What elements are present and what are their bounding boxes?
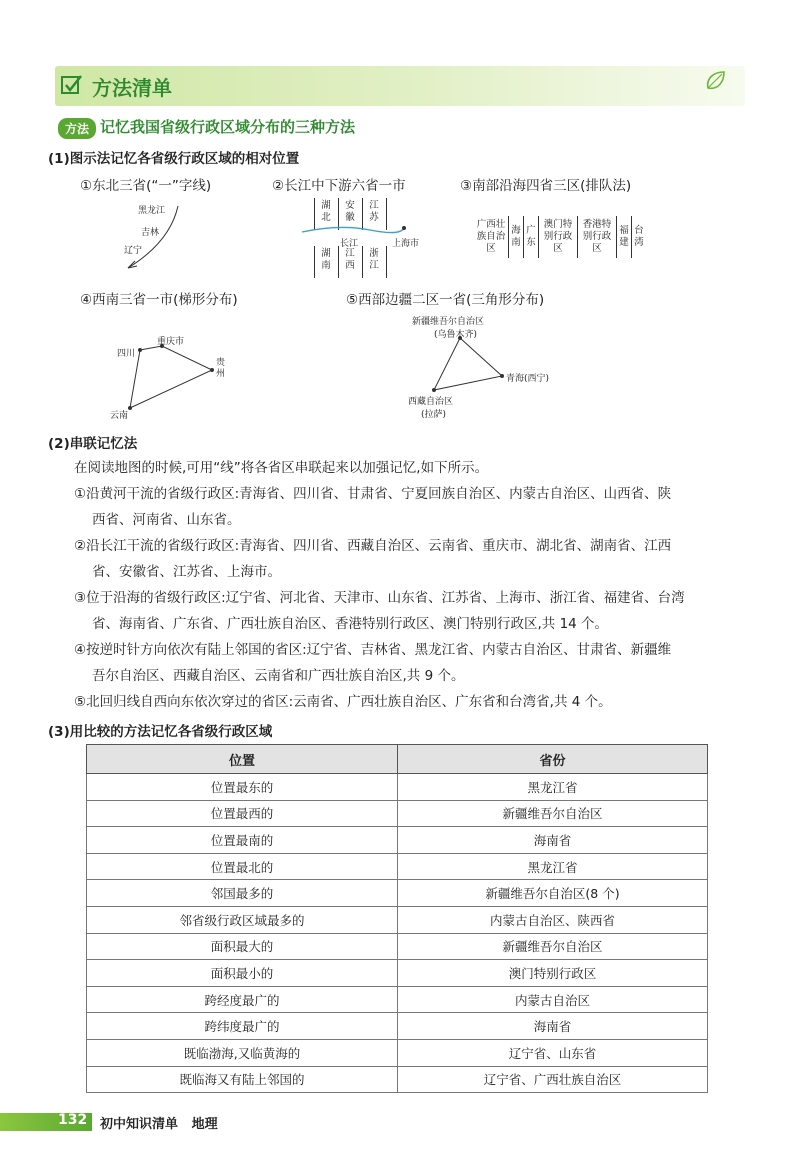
- table-row: 位置最北的 黑龙江省: [87, 853, 708, 880]
- label-liaoning: 辽宁: [124, 246, 143, 256]
- banner-title: 方法清单: [92, 76, 172, 100]
- label-guizhou: 贵州: [216, 358, 226, 379]
- cell-hubei: 湖北: [321, 200, 331, 223]
- label-qinghai: 青海(西宁): [506, 374, 550, 384]
- section2-heading: (2)串联记忆法: [48, 436, 138, 452]
- list-item: ①沿黄河干流的省级行政区:青海省、四川省、甘肃省、宁夏回族自治区、内蒙古自治区、山西省、陕 西省、河南省、山东省。: [74, 486, 672, 528]
- table-header-row: [87, 745, 708, 774]
- label-chongqing: 重庆市: [157, 337, 185, 347]
- list-item: ②沿长江干流的省级行政区:青海省、四川省、西藏自治区、云南省、重庆市、湖北省、湖南省、江西 省、安徽省、江苏省、上海市。: [74, 538, 672, 580]
- table-row: 邻国最多的 新疆维吾尔自治区(8 个): [87, 880, 708, 907]
- label-lhasa: (拉萨): [421, 410, 447, 420]
- table-row: 邻省级行政区域最多的 内蒙古自治区、陕西省: [87, 906, 708, 933]
- west-border-triangle: [420, 330, 520, 400]
- table-row: 既临渤海,又临黄海的 辽宁省、山东省: [87, 1039, 708, 1066]
- cell-guangxi: 广西壮族自治区: [476, 219, 506, 254]
- list-item: ⑤北回归线自西向东依次穿过的省区:云南省、广西壮族自治区、广东省和台湾省,共 4 个。: [74, 694, 612, 710]
- checkbox-check-icon: [60, 73, 84, 97]
- cell-hongkong: 香港特别行政区: [582, 219, 612, 254]
- sub-yangtze: ②长江中下游六省一市: [272, 178, 406, 194]
- cell-hainan: 海南: [511, 225, 521, 248]
- cell-fujian: 福建: [619, 225, 629, 248]
- table-row: 位置最西的 新疆维吾尔自治区: [87, 800, 708, 827]
- page-number: 132: [58, 1112, 88, 1128]
- method-tag: 方法: [58, 118, 96, 139]
- table-row: 位置最南的 海南省: [87, 827, 708, 854]
- cell-hunan: 湖南: [321, 248, 331, 271]
- sub-northeast: ①东北三省(“一”字线): [80, 178, 212, 194]
- list-item: ③位于沿海的省级行政区:辽宁省、河北省、天津市、山东省、江苏省、上海市、浙江省、福建省、台湾 省、海南省、广东省、广西壮族自治区、香港特别行政区、澳门特别行政区,共 14 个。: [74, 590, 685, 632]
- column-header-position: 位置: [87, 745, 398, 774]
- table-row: 跨经度最广的 内蒙古自治区: [87, 986, 708, 1013]
- label-sichuan: 四川: [117, 349, 136, 359]
- label-changjiang: 长江: [340, 239, 359, 249]
- cell-zhejiang: 浙江: [369, 248, 379, 271]
- label-yunnan: 云南: [110, 411, 129, 421]
- table-row: 位置最东的 黑龙江省: [87, 774, 708, 801]
- label-xizang: 西藏自治区: [408, 397, 454, 407]
- sub-west-border: ⑤西部边疆二区一省(三角形分布): [346, 292, 545, 308]
- sub-southwest: ④西南三省一市(梯形分布): [80, 292, 238, 308]
- table-row: 既临海又有陆上邻国的 辽宁省、广西壮族自治区: [87, 1066, 708, 1093]
- footer-title: 初中知识清单 地理: [100, 1117, 218, 1132]
- comparison-table: [86, 744, 708, 1093]
- section3-heading: (3)用比较的方法记忆各省级行政区域: [48, 724, 273, 740]
- cell-guangdong: 广东: [526, 225, 536, 248]
- label-xinjiang: 新疆维吾尔自治区: [412, 317, 485, 327]
- label-jilin: 吉林: [141, 228, 160, 238]
- table-row: 跨纬度最广的 海南省: [87, 1013, 708, 1040]
- table-row: 面积最大的 新疆维吾尔自治区: [87, 933, 708, 960]
- cell-macao: 澳门特别行政区: [543, 219, 573, 254]
- section1-heading: (1)图示法记忆各省级行政区域的相对位置: [48, 151, 300, 167]
- column-header-province: 省份: [398, 745, 708, 774]
- leaf-icon: [700, 66, 732, 98]
- method-title: 记忆我国省级行政区域分布的三种方法: [100, 118, 356, 136]
- sub-south-coast: ③南部沿海四省三区(排队法): [460, 178, 632, 194]
- section2-intro: 在阅读地图的时候,可用“线”将各省区串联起来以加强记忆,如下所示。: [74, 460, 489, 476]
- label-shanghai: 上海市: [392, 239, 420, 249]
- cell-jiangsu: 江苏: [369, 200, 379, 223]
- table-row: 面积最小的 澳门特别行政区: [87, 960, 708, 987]
- cell-anhui: 安徽: [345, 200, 355, 223]
- cell-jiangxi: 江西: [345, 248, 355, 271]
- cell-taiwan: 台湾: [634, 225, 644, 248]
- list-item: ④按逆时针方向依次有陆上邻国的省区:辽宁省、吉林省、黑龙江省、内蒙古自治区、甘肃省、新疆维 吾尔自治区、西藏自治区、云南省和广西壮族自治区,共 9 个。: [74, 642, 672, 684]
- label-urumqi: (乌鲁木齐): [434, 330, 478, 340]
- label-heilongjiang: 黑龙江: [138, 206, 166, 216]
